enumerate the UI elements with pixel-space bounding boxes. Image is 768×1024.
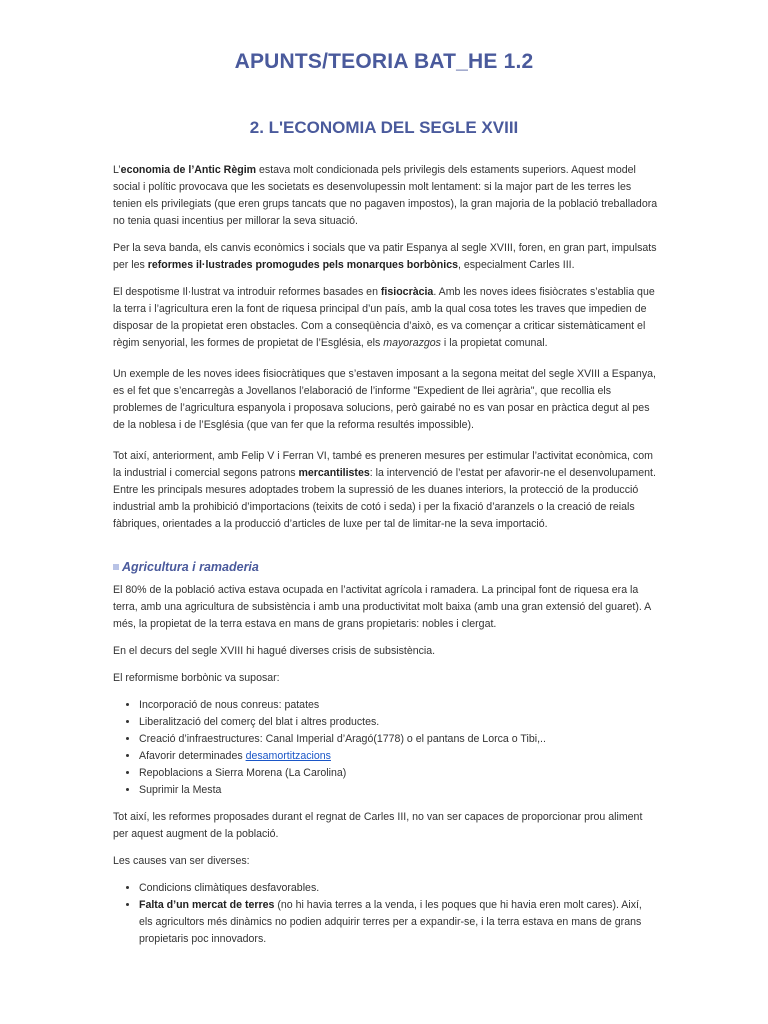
list-item: • Suprimir la Mesta bbox=[139, 782, 658, 799]
section-heading-agricultura: Agricultura i ramaderia bbox=[113, 559, 658, 576]
paragraph-crisis: En el decurs del segle XVIII hi hagué diverses crisis de subsistència. bbox=[113, 645, 436, 657]
paragraph-reformes: Per la seva banda, els canvis econòmics i socials que va patir Espanya al segle XVIII, foren, en gran part, impulsats per les reformes il·lustrades promogudes pels monarques borbònics, especialment Carles III. bbox=[113, 242, 657, 271]
reformes-list bbox=[113, 697, 658, 799]
list-item: • Incorporació de nous conreus: patates bbox=[139, 697, 658, 714]
paragraph-mercantilisme: Tot així, anteriorment, amb Felip V i Ferran VI, també es preneren mesures per estimular l’activitat econòmica, com la industrial i comercial segons patrons mercantilistes: la intervenció de l’estat per afavorir-ne el desenvolupament. Entre les principals mesures adoptades trobem la supressió de les duanes interiors, la protecció de la producció industrial amb la prohibició d’importacions (teixits de cotó i seda) i per la fixació d’aranzels o la creació de reials fàbriques, orientades a la producció d’articles de luxe per tal de limitar-ne la seva importació. bbox=[113, 450, 656, 530]
chapter-heading: 2. L'ECONOMIA DEL SEGLE XVIII bbox=[249, 118, 519, 137]
causes-list bbox=[113, 880, 658, 948]
list-item: • Condicions climàtiques desfavorables. bbox=[139, 880, 658, 897]
paragraph-despotisme: El despotisme Il·lustrat va introduir reformes basades en fisiocràcia. Amb les noves idees fisiòcrates s’establia que la terra i l’agricultura eren la font de riquesa principal d’un país, amb la qual cosa totes les traves que impedien de disposar de la propietat eren obstacles. Com a conseqüència d’això, es va començar a criticar sistemàticament el règim senyorial, les formes de propietat de l’Església, els mayorazgos i la propietat comunal. bbox=[113, 286, 655, 349]
square-bullet-icon bbox=[113, 564, 119, 570]
list-item: • Afavorir determinades desamortitzacions bbox=[139, 748, 658, 765]
list-item: • Repoblacions a Sierra Morena (La Carolina) bbox=[139, 765, 658, 782]
paragraph-jovellanos: Un exemple de les noves idees fisiocràtiques que s’estaven imposant a la segona meitat del segle XVIII a Espanya, es el fet que s’encarregàs a Jovellanos l’elaboració de l’informe "Expedient de llei agrària", que recollia els problemes de l’agricultura espanyola i proposava solucions, però gairabé no es van posar en pràctica degut al pes de la noblesa i de l’Església (que van fer que la reforma resultés impossible). bbox=[113, 368, 656, 431]
desamortitzacions-link[interactable]: desamortitzacions bbox=[245, 750, 331, 762]
paragraph-poblacio-activa: El 80% de la població activa estava ocupada en l’activitat agrícola i ramadera. La principal font de riquesa era la terra, amb una agricultura de subsistència i amb una productivitat molt baixa (amb una gran extensió del guaret). A més, la propietat de la terra estava en mans de grans propietaris: nobles i clergat. bbox=[113, 584, 651, 630]
list-item: • Liberalització del comerç del blat i altres productes. bbox=[139, 714, 658, 731]
paragraph-causes: Les causes van ser diverses: bbox=[113, 855, 250, 867]
list-item: • Creació d’infraestructures: Canal Imperial d’Aragó(1778) o el pantans de Lorca o Tibi,.. bbox=[139, 731, 658, 748]
list-item: • Falta d’un mercat de terres (no hi havia terres a la venda, i les poques que hi havia eren molt cares). Així, els agricultors més dinàmics no podien adquirir terres per a expandir-se, i la terra estava en mans de grans propietaris poc innovadors. bbox=[139, 897, 658, 948]
paragraph-antic-regim: L’economia de l’Antic Règim estava molt condicionada pels privilegis dels estaments superiors. Aquest model social i polític provocava que les societats es desenvolupessin molt lentament: si la major part de les terres les tenien els privilegiats (que eren grups tancats que no pagaven impostos), la gran majoria de la població treballadora no tenia quasi incentius per millorar la seva situació. bbox=[113, 164, 658, 227]
page-title: APUNTS/TEORIA BAT_HE 1.2 bbox=[234, 50, 534, 73]
paragraph-carles-iii: Tot així, les reformes proposades durant el regnat de Carles III, no van ser capaces de proporcionar prou aliment per aquest augment de la població. bbox=[113, 811, 643, 840]
document-body bbox=[113, 162, 658, 958]
paragraph-reformisme: El reformisme borbònic va suposar: bbox=[113, 672, 280, 684]
